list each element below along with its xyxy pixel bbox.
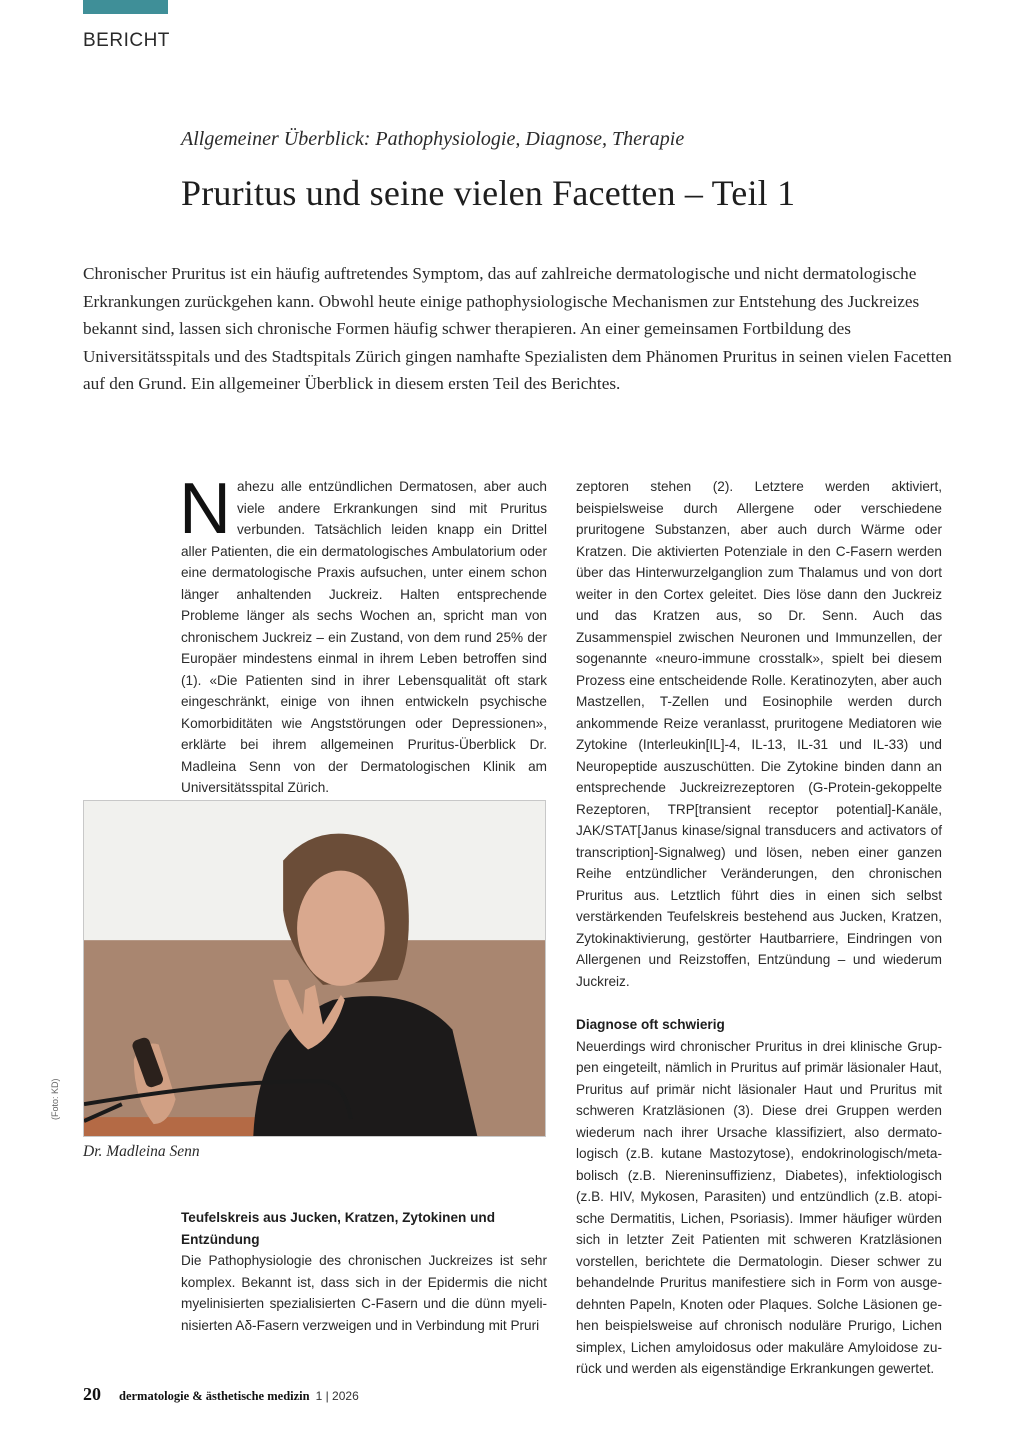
journal-name: dermatologie & ästhetische medizin — [119, 1389, 310, 1403]
article-kicker: Allgemeiner Überblick: Pathophysiologie, Diagnose, Therapie — [181, 128, 685, 150]
section-heading-diagnosis: Diagnose oft schwierig — [576, 1017, 725, 1032]
photo-credit: (Foto: KD) — [50, 1078, 60, 1120]
section-text-continued: zeptoren stehen (2). Letztere werden aktiviert, beispielsweise durch Allergene oder verschiedene pruritogene Substanzen, aber auch durch Wärme oder Kratzen. Die aktivierten Potenziale in den C-Fasern werden über das Hinterwurzelganglion zum Thalamus und von dort weiter in den Cortex geleitet. Dies löse dann den Juckreiz und das Kratzen aus, so Dr. Senn. Auch das Zusammenspiel zwischen Neuronen und Immunzellen, der sogenannte «neuro-immune crosstalk», spielt bei diesem Prozess eine entscheidende Rolle. Keratinozyten, aber auch Mastzellen, T-Zellen und Eosinophile werden durch ankommende Reize veranlasst, pruritogene Mediatoren wie Zytokine (Interleukin[IL]-4, IL-13, IL-31 und IL-33) und Neuropeptide auszuschütten. Die Zytokine binden dann an entsprechende Juckreizrezeptoren (G-Protein-gekoppelte Rezeptoren, TRP[transient receptor potential]-Kanäle, JAK/STAT[Janus kinase/signal transducers and activators of transcription]-Signalweg) und lösen, neben einer ganzen Reihe entzündlicher Veränderungen, den chronischen Pruritus aus. Letztlich führt dies in einen sich selbst verstärkenden Teufelskreis bestehend aus Jucken, Kratzen, Zytokinaktivierung, gestörter Hautbarriere, Eindringen von Allergenen und Reizstoffen, Entzündung – und wiederum Juckreiz. — [576, 479, 942, 989]
right-column — [576, 476, 942, 1380]
page-footer — [83, 1384, 359, 1405]
portrait-image-icon — [84, 801, 545, 1136]
page-number: 20 — [83, 1384, 101, 1404]
drop-cap: N — [179, 469, 231, 549]
section-heading: Teufelskreis aus Jucken, Kratzen, Zytokinen und Entzündung — [181, 1210, 496, 1247]
issue-number: 1 | 2026 — [315, 1389, 359, 1403]
section-label: BERICHT — [83, 30, 170, 51]
section-accent-bar — [83, 0, 168, 14]
speaker-photo — [83, 800, 546, 1137]
intro-column — [179, 469, 547, 799]
intro-text: ahezu alle entzündlichen Dermatosen, aber auch viele andere Erkrankungen sind mit Pruritus verbunden. Tatsächlich leiden knapp ein Drittel aller Patienten, die ein dermatologisches Ambulatorium oder eine dermatologische Praxis aufsuchen, unter einem schon länger anhaltenden Juckreiz. Halten entsprechende Probleme länger als sechs Wochen an, spricht man von chronischem Juckreiz – ein Zustand, von dem rund 25% der Europäer mindestens einmal in ihrem Leben betroffen sind (1). «Die Patienten sind in ihrer Lebensqualität oft stark eingeschränkt, einige von ihnen entwickeln psychische Komorbiditäten wie Angststörungen oder Depressionen», erklärte bei ihrem allgemeinen Pruritus-Überblick Dr. Madleina Senn von der Dermatologischen Klinik am Universitätsspital Zürich. — [181, 479, 547, 795]
photo-caption: Dr. Madleina Senn — [83, 1143, 200, 1160]
article-title: Pruritus und seine vielen Facetten – Teil 1 — [181, 173, 796, 213]
article-lead: Chronischer Pruritus ist ein häufig auftretendes Symptom, das auf zahlreiche dermatologische und nicht dermatologische Erkrankungen zurückgehen kann. Obwohl heute einige pathophysiologische Mechanismen zur Entstehung des Juckreizes bekannt sind, lassen sich chronische Formen häufig schwer therapieren. An einer gemeinsamen Fortbildung des Universitätsspitals und des Stadtspitals Zürich gingen namhafte Spezialisten dem Phänomen Pruritus in seinen vielen Facetten auf den Grund. Ein allgemeiner Überblick in diesem ersten Teil des Berichtes. — [83, 264, 952, 394]
section-pathophysiology-left — [181, 1207, 547, 1336]
section-text-diagnosis: Neuerdings wird chronischer Pruritus in drei klinische Gruppen eingeteilt, nämlich in Pruritus auf primär läsionaler Haut, Pruritus auf primär nicht läsionaler Haut und Pruritus mit schweren Kratzläsionen (3). Diese drei Gruppen werden wiederum nach ihrer Ursache klassifiziert, also dermatologisch (z.B. kutane Mastozytose), endokrinologisch/metabolisch (z.B. Niereninsuffizienz, Diabetes), infektiologisch (z.B. HIV, Mykosen, Parasiten) und entzündlich (z.B. atopische Dermatitis, Lichen, Psoriasis). Immer häufiger würden sich in letzter Zeit Patienten mit schweren Kratzläsionen vorstellen, berichtete die Dermatologin. Dieser schwer zu behandelnde Pruritus manifestiere sich in Form von ausgedehnten Papeln, Knoten oder Plaques. Solche Läsionen gehen beispielsweise auf chronisch noduläre Prurigo, Lichen simplex, Lichen amyloidosus oder makuläre Amyloidose zurück und werden als eigenständige Erkrankungen gewertet. — [576, 1038, 942, 1376]
intro-paragraph — [179, 469, 547, 799]
section-text: Die Pathophysiologie des chronischen Juckreizes ist sehr komplex. Bekannt ist, dass sich in der Epidermis die nicht myelinisierten spezialisierten C-Fasern und die dünn myelinisierten Aδ-Fasern verzweigen und in Verbindung mit Pruri — [181, 1253, 547, 1333]
